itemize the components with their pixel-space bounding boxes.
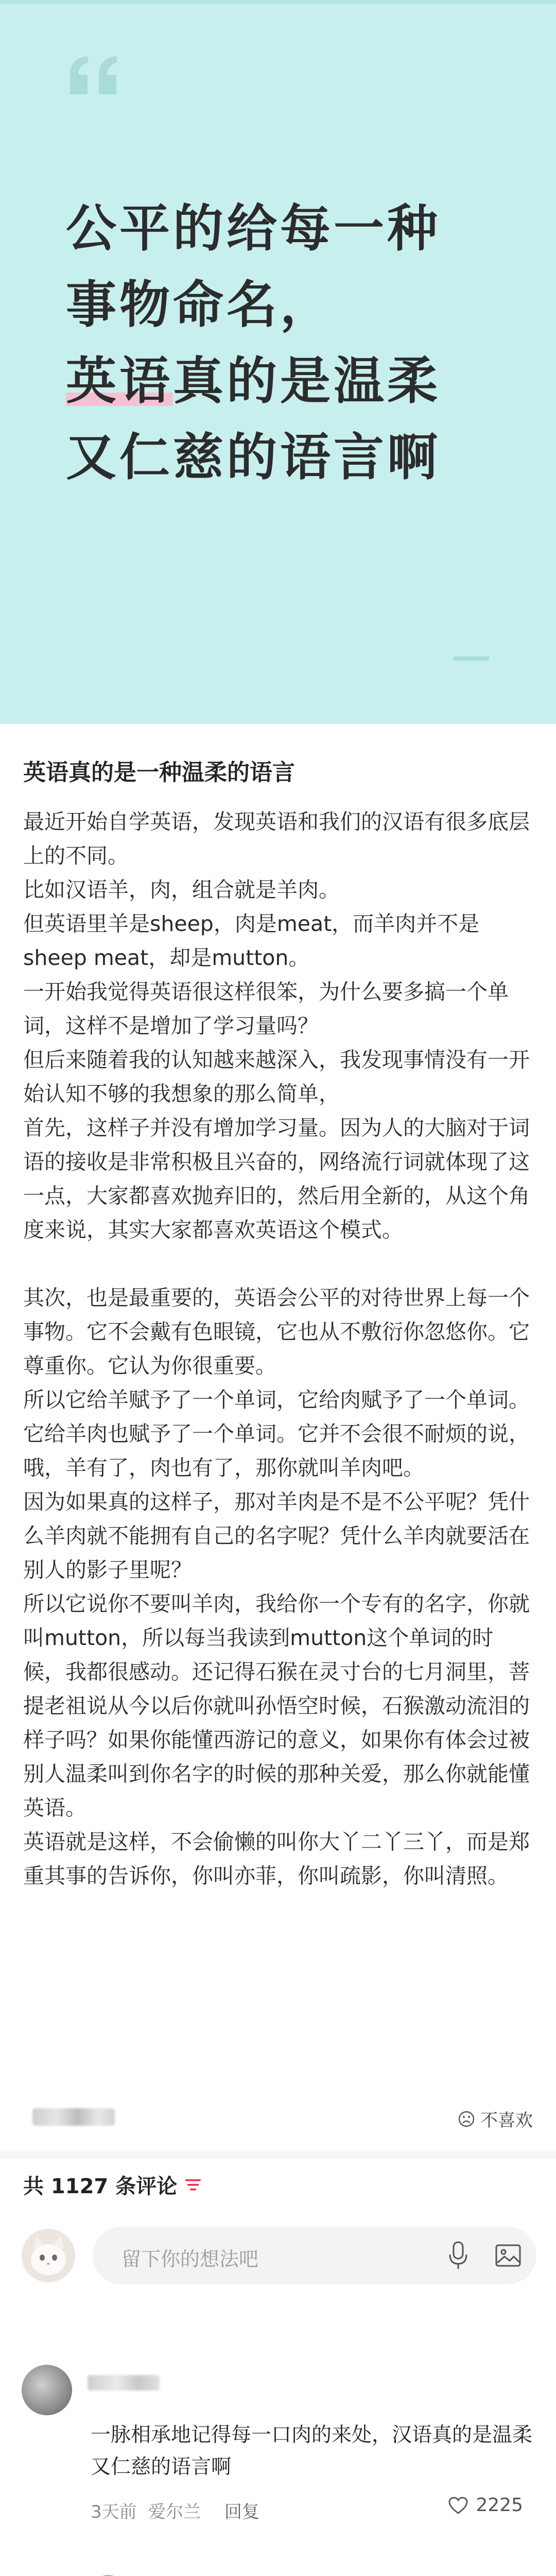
article-paragraph: 因为如果真的这样子，那对羊肉是不是不公平呢？凭什么羊肉就不能拥有自己的名字呢？凭什么羊肉就要活在别人的影子里呢？ (23, 1489, 530, 1582)
comment-location: 爱尔兰 (148, 2502, 201, 2522)
hero-banner (0, 0, 556, 724)
hero-title-line-2: 事物命名， (66, 276, 334, 334)
article (23, 757, 533, 1893)
article-paragraph: 最近开始自学英语，发现英语和我们的汉语有很多底层上的不同。 (23, 809, 530, 868)
hero-title-line-1: 公平的给每一种 (66, 199, 441, 258)
comment-footer (91, 2495, 533, 2520)
cat-avatar-icon (22, 2229, 75, 2282)
post-meta-row (23, 2102, 533, 2133)
hero-title (66, 191, 529, 496)
commenter-name-blurred[interactable] (88, 2375, 160, 2391)
article-paragraph: 英语就是这样，不会偷懒的叫你大丫二丫三丫，而是郑重其事的告诉你，你叫亦菲，你叫疏影，你叫清照。 (23, 1829, 530, 1888)
comment-input-placeholder: 留下你的想法吧 (121, 2248, 259, 2270)
article-body (23, 805, 533, 1893)
sad-face-icon (458, 2110, 475, 2128)
article-paragraph: 一开始我觉得英语很这样很笨，为什么要多搞一个单词，这样不是增加了学习量吗？ (23, 979, 509, 1038)
user-avatar[interactable] (22, 2229, 75, 2282)
quote-mark-icon (66, 54, 123, 95)
section-divider (0, 2151, 556, 2159)
blurred-date (32, 2108, 115, 2126)
heart-icon (448, 2496, 468, 2515)
hero-dash-decoration (453, 656, 489, 660)
article-paragraph: 其次，也是最重要的，英语会公平的对待世界上每一个事物。它不会戴有色眼镜，它也从不敷衍你忽悠你。它尊重你。它认为你很重要。 (23, 1285, 530, 1378)
comment-text: 一脉相承地记得每一口肉的来处，汉语真的是温柔又仁慈的语言啊 (91, 2424, 533, 2479)
comment-input[interactable] (93, 2227, 536, 2284)
sort-icon[interactable] (184, 2177, 203, 2193)
comment-time: 3天前 (91, 2502, 137, 2522)
hero-top-strip (0, 0, 556, 4)
microphone-icon[interactable] (447, 2240, 470, 2271)
like-count: 2225 (476, 2495, 523, 2516)
paragraph-gap (23, 1247, 533, 1281)
reply-button[interactable]: 回复 (224, 2502, 259, 2522)
article-paragraph: 首先，这样子并没有增加学习量。因为人的大脑对于词语的接收是非常积极且兴奋的，网络流行词就体现了这一点，大家都喜欢抛弃旧的，然后用全新的，从这个角度来说，其实大家都喜欢英语这个模式。 (23, 1115, 530, 1242)
hero-title-line-4: 又仁慈的语言啊 (66, 428, 441, 487)
article-title: 英语真的是一种温柔的语言 (23, 759, 295, 786)
comment-compose (22, 2225, 536, 2286)
article-paragraph: 所以它给羊赋予了一个单词，它给肉赋予了一个单词。它给羊肉也赋予了一个单词。它并不会很不耐烦的说，哦，羊有了，肉也有了，那你就叫羊肉吧。 (23, 1387, 530, 1480)
like-button[interactable] (448, 2495, 523, 2516)
hero-title-highlight: 英语 (66, 343, 173, 419)
dislike-label: 不喜欢 (480, 2110, 533, 2131)
hero-title-line-3-text: 真的是温柔 (173, 352, 441, 411)
article-paragraph: 但英语里羊是sheep，肉是meat，而羊肉并不是sheep meat，却是mutton。 (23, 911, 480, 970)
comment-count: 共 1127 条评论 (23, 2175, 178, 2198)
hero-title-line-3 (66, 343, 529, 419)
article-paragraph: 所以它说你不要叫羊肉，我给你一个专有的名字，你就叫mutton，所以每当我读到mutton这个单词的时候，我都很感动。还记得石猴在灵寸台的七月洞里，菩提老祖说从今以后你就叫孙悟空时候，石猴激动流泪的样子吗？如果你能懂西游记的意义，如果你有体会过被别人温柔叫到你名字的时候的那种关爱，那么你就能懂英语。 (23, 1591, 530, 1820)
commenter-avatar[interactable] (22, 2365, 72, 2415)
article-paragraph: 比如汉语羊，肉，组合就是羊肉。 (23, 877, 340, 902)
image-icon[interactable] (494, 2242, 523, 2269)
dislike-button[interactable] (458, 2106, 533, 2131)
comments-header (23, 2170, 203, 2199)
article-paragraph: 但后来随着我的认知越来越深入，我发现事情没有一开始认知不够的我想象的那么简单， (23, 1047, 530, 1106)
